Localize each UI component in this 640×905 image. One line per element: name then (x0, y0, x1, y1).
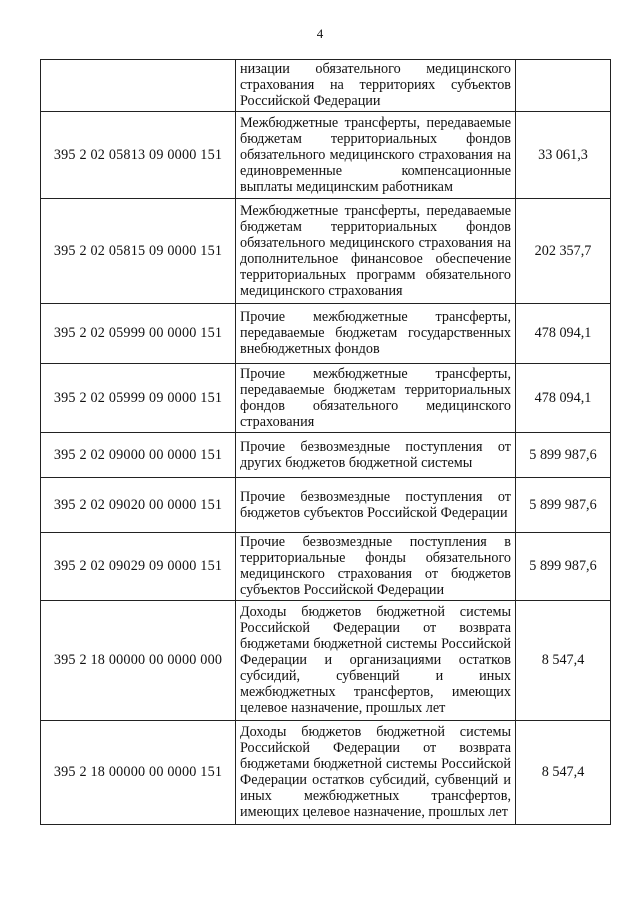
amount-cell: 8 547,4 (516, 721, 611, 825)
amount-cell: 5 899 987,6 (516, 533, 611, 601)
amount-cell: 202 357,7 (516, 199, 611, 304)
budget-code-cell: 395 2 18 00000 00 0000 000 (41, 601, 236, 721)
budget-code-cell: 395 2 02 05999 09 0000 151 (41, 364, 236, 433)
budget-code-cell: 395 2 02 09029 09 0000 151 (41, 533, 236, 601)
table-row (41, 199, 611, 304)
table-row (41, 112, 611, 199)
description-cell: Прочие межбюджетные трансферты, передаваемые бюджетам государственных внебюджетных фондов (236, 304, 516, 364)
amount-cell: 8 547,4 (516, 601, 611, 721)
description-cell: Прочие безвозмездные поступления от бюджетов субъектов Российской Федерации (236, 478, 516, 533)
budget-revenue-table (40, 59, 611, 825)
description-cell: Доходы бюджетов бюджетной системы Российской Федерации от возврата бюджетами бюджетной системы Российской Федерации остатков субсидий, субвенций и иных межбюджетных трансфертов, имеющих целевое назначение, прошлых лет (236, 721, 516, 825)
amount-cell: 5 899 987,6 (516, 478, 611, 533)
budget-code-cell: 395 2 02 09020 00 0000 151 (41, 478, 236, 533)
description-cell: Межбюджетные трансферты, передаваемые бюджетам территориальных фондов обязательного медицинского страхования на дополнительное финансовое обеспечение территориальных программ обязательного медицинского страхования (236, 199, 516, 304)
budget-code-cell: 395 2 02 05815 09 0000 151 (41, 199, 236, 304)
budget-code-cell: 395 2 18 00000 00 0000 151 (41, 721, 236, 825)
description-cell: низации обязательного медицинского страхования на территориях субъектов Российской Федерации (236, 60, 516, 112)
budget-code-cell: 395 2 02 09000 00 0000 151 (41, 433, 236, 478)
description-cell: Доходы бюджетов бюджетной системы Российской Федерации от возврата бюджетами бюджетной системы Российской Федерации и организациями остатков субсидий, субвенций и иных межбюджетных трансфертов, имеющих целевое назначение, прошлых лет (236, 601, 516, 721)
table-row (41, 533, 611, 601)
page-number: 4 (316, 26, 324, 41)
table-row (41, 478, 611, 533)
amount-cell: 478 094,1 (516, 304, 611, 364)
table-row (41, 721, 611, 825)
description-cell: Межбюджетные трансферты, передаваемые бюджетам территориальных фондов обязательного медицинского страхования на единовременные компенсационные выплаты медицинским работникам (236, 112, 516, 199)
description-cell: Прочие межбюджетные трансферты, передаваемые бюджетам территориальных фондов обязательного медицинского страхования (236, 364, 516, 433)
amount-cell: 478 094,1 (516, 364, 611, 433)
table-row (41, 433, 611, 478)
amount-cell: 5 899 987,6 (516, 433, 611, 478)
table-row (41, 364, 611, 433)
budget-code-cell: 395 2 02 05999 00 0000 151 (41, 304, 236, 364)
budget-code-cell: 395 2 02 05813 09 0000 151 (41, 112, 236, 199)
amount-cell: 33 061,3 (516, 112, 611, 199)
table-row (41, 60, 611, 112)
amount-cell (516, 60, 611, 112)
budget-code-cell (41, 60, 236, 112)
table-row (41, 304, 611, 364)
description-cell: Прочие безвозмездные поступления в территориальные фонды обязательного медицинского страхования от бюджетов субъектов Российской Федерации (236, 533, 516, 601)
table-row (41, 601, 611, 721)
description-cell: Прочие безвозмездные поступления от других бюджетов бюджетной системы (236, 433, 516, 478)
